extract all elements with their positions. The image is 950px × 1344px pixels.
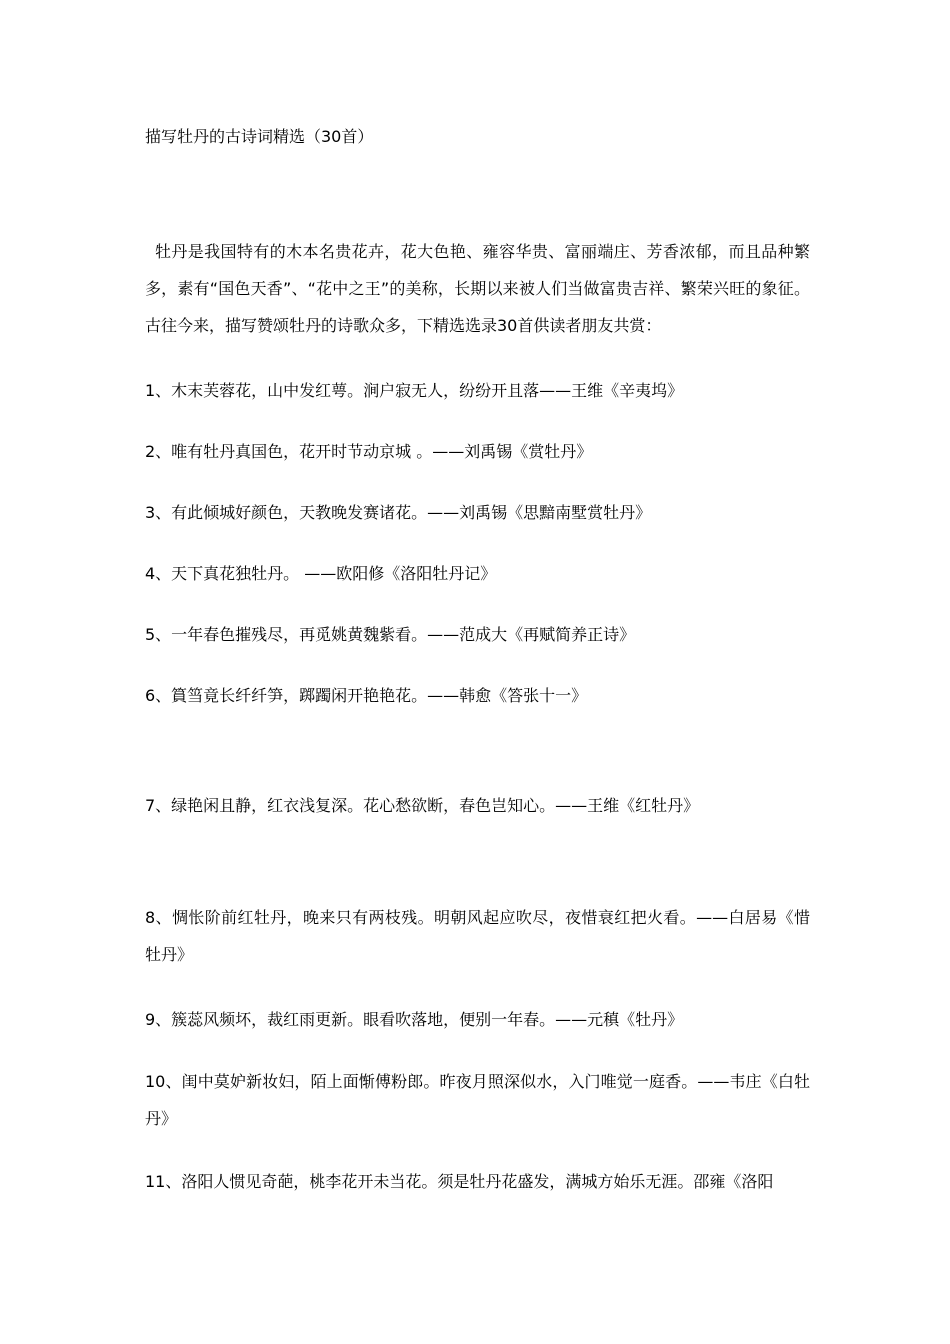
poem-6: 6、篔筜竟长纤纤笋，踯躅闲开艳艳花。——韩愈《答张十一》 xyxy=(145,686,588,705)
poem-11: 11、洛阳人惯见奇葩，桃李花开未当花。须是牡丹花盛发，满城方始乐无涯。邵雍《洛阳 xyxy=(145,1172,774,1191)
document-title: 描写牡丹的古诗词精选（30首） xyxy=(145,127,374,146)
poem-5: 5、一年春色摧残尽，再觅姚黄魏紫看。——范成大《再赋简养正诗》 xyxy=(145,625,636,644)
poem-7: 7、绿艳闲且静，红衣浅复深。花心愁欲断，春色岂知心。——王维《红牡丹》 xyxy=(145,796,700,815)
poem-4: 4、天下真花独牡丹。 ——欧阳修《洛阳牡丹记》 xyxy=(145,564,497,583)
poem-9: 9、簇蕊风频坏，裁红雨更新。眼看吹落地，便别一年春。——元稹《牡丹》 xyxy=(145,1010,684,1029)
poem-2: 2、唯有牡丹真国色，花开时节动京城 。——刘禹锡《赏牡丹》 xyxy=(145,442,593,461)
poem-8: 8、惆怅阶前红牡丹，晚来只有两枝残。明朝风起应吹尽，夜惜衰红把火看。——白居易《惜牡丹》 xyxy=(145,908,810,964)
poem-1: 1、木末芙蓉花，山中发红萼。涧户寂无人，纷纷开且落——王维《辛夷坞》 xyxy=(145,381,684,400)
intro-paragraph: 牡丹是我国特有的木本名贵花卉，花大色艳、雍容华贵、富丽端庄、芳香浓郁，而且品种繁多，素有“国色天香”、“花中之王”的美称，长期以来被人们当做富贵吉祥、繁荣兴旺的象征。古往今来，描写赞颂牡丹的诗歌众多，下精选选录30首供读者朋友共赏： xyxy=(145,242,810,335)
poem-3: 3、有此倾城好颜色，天教晚发赛诸花。——刘禹锡《思黯南墅赏牡丹》 xyxy=(145,503,652,522)
poem-10: 10、闺中莫妒新妆妇，陌上面惭傅粉郎。昨夜月照深似水，入门唯觉一庭香。——韦庄《白牡丹》 xyxy=(145,1072,810,1128)
